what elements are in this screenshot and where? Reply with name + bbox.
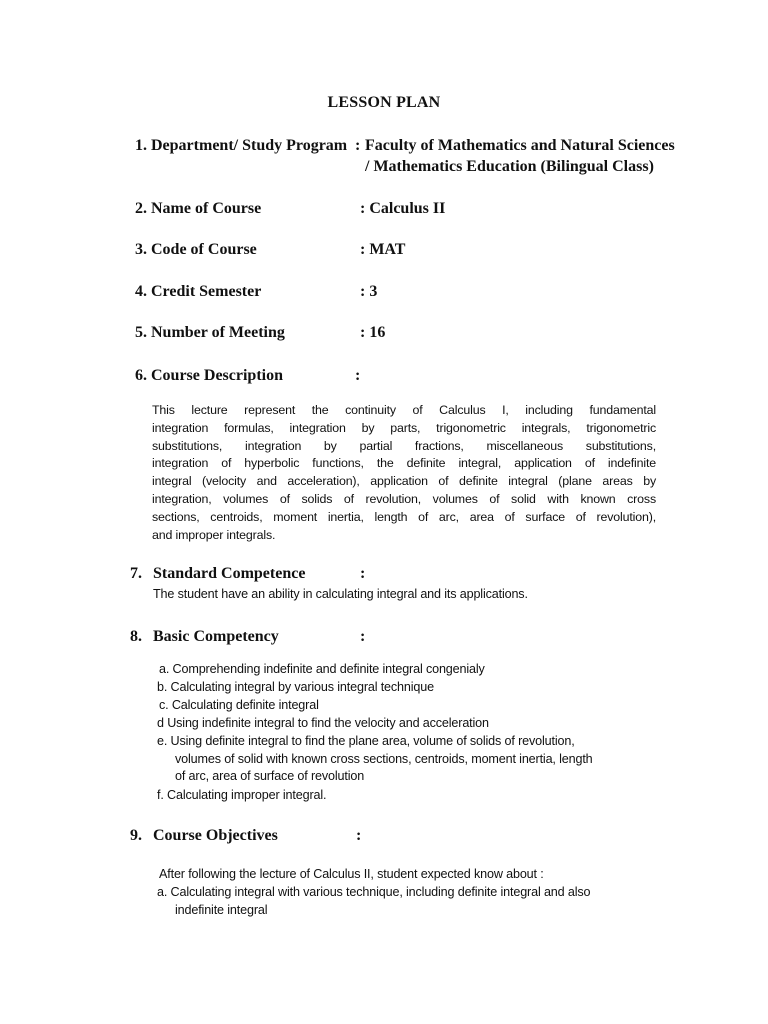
basic-competency-item: e. Using definite integral to find the plane area, volume of solids of revolution, <box>157 734 575 748</box>
description-line: integral (velocity and acceleration), application of definite integral (plane areas by <box>152 474 656 489</box>
basic-competency-item: c. Calculating definite integral <box>159 698 319 712</box>
standard-competence-text: The student have an ability in calculating integral and its applications. <box>153 587 528 601</box>
basic-competency-item: d Using indefinite integral to find the velocity and acceleration <box>157 716 489 730</box>
basic-competency-number: 8. <box>130 628 142 645</box>
standard-competence-number: 7. <box>130 565 142 582</box>
department-colon: : <box>355 137 361 154</box>
standard-competence-colon: : <box>360 565 366 582</box>
basic-competency-item: b. Calculating integral by various integral technique <box>157 680 434 694</box>
objectives-colon: : <box>356 827 362 844</box>
description-line: substitutions, integration by partial fractions, miscellaneous substitutions, <box>152 438 656 453</box>
course-code-value: : MAT <box>360 241 406 258</box>
credit-value: : 3 <box>360 283 378 300</box>
meetings-label: 5. Number of Meeting <box>135 324 285 341</box>
basic-competency-colon: : <box>360 628 366 645</box>
basic-competency-label: Basic Competency <box>153 628 279 645</box>
page-title: LESSON PLAN <box>327 94 441 111</box>
standard-competence-label: Standard Competence <box>153 565 306 582</box>
description-label: 6. Course Description <box>135 367 283 384</box>
basic-competency-item-continued: volumes of solid with known cross sections, centroids, moment inertia, length <box>175 752 593 766</box>
description-line: and improper integrals. <box>152 527 276 542</box>
course-name-label: 2. Name of Course <box>135 200 262 217</box>
objectives-number: 9. <box>130 827 142 844</box>
description-line: integration formulas, integration by parts, trigonometric integrals, trigonometric <box>152 420 656 435</box>
description-line: This lecture represent the continuity of Calculus I, including fundamental <box>152 403 656 417</box>
meetings-value: : 16 <box>360 324 386 341</box>
objectives-intro: After following the lecture of Calculus II, student expected know about : <box>159 867 544 881</box>
description-line: integration of hyperbolic functions, the definite integral, application of indefinite <box>152 456 656 471</box>
course-name-value: : Calculus II <box>360 200 446 217</box>
course-description <box>152 402 656 544</box>
basic-competency-item: f. Calculating improper integral. <box>157 788 327 802</box>
description-line: integration, volumes of solids of revolution, volumes of solid with known cross <box>152 491 656 506</box>
course-code-label: 3. Code of Course <box>135 241 257 258</box>
objectives-item-continued: indefinite integral <box>175 903 268 917</box>
department-value-line2: / Mathematics Education (Bilingual Class) <box>365 158 654 175</box>
department-value: Faculty of Mathematics and Natural Sciences <box>365 137 675 154</box>
department-label: 1. Department/ Study Program <box>135 137 348 154</box>
description-colon: : <box>355 367 361 384</box>
description-line: sections, centroids, moment inertia, length of arc, area of surface of revolution), <box>152 509 656 524</box>
basic-competency-item: a. Comprehending indefinite and definite integral congenialy <box>159 662 485 676</box>
objectives-item: a. Calculating integral with various technique, including definite integral and also <box>157 885 591 899</box>
objectives-label: Course Objectives <box>153 827 278 844</box>
credit-label: 4. Credit Semester <box>135 283 262 300</box>
basic-competency-item-continued: of arc, area of surface of revolution <box>175 769 365 783</box>
